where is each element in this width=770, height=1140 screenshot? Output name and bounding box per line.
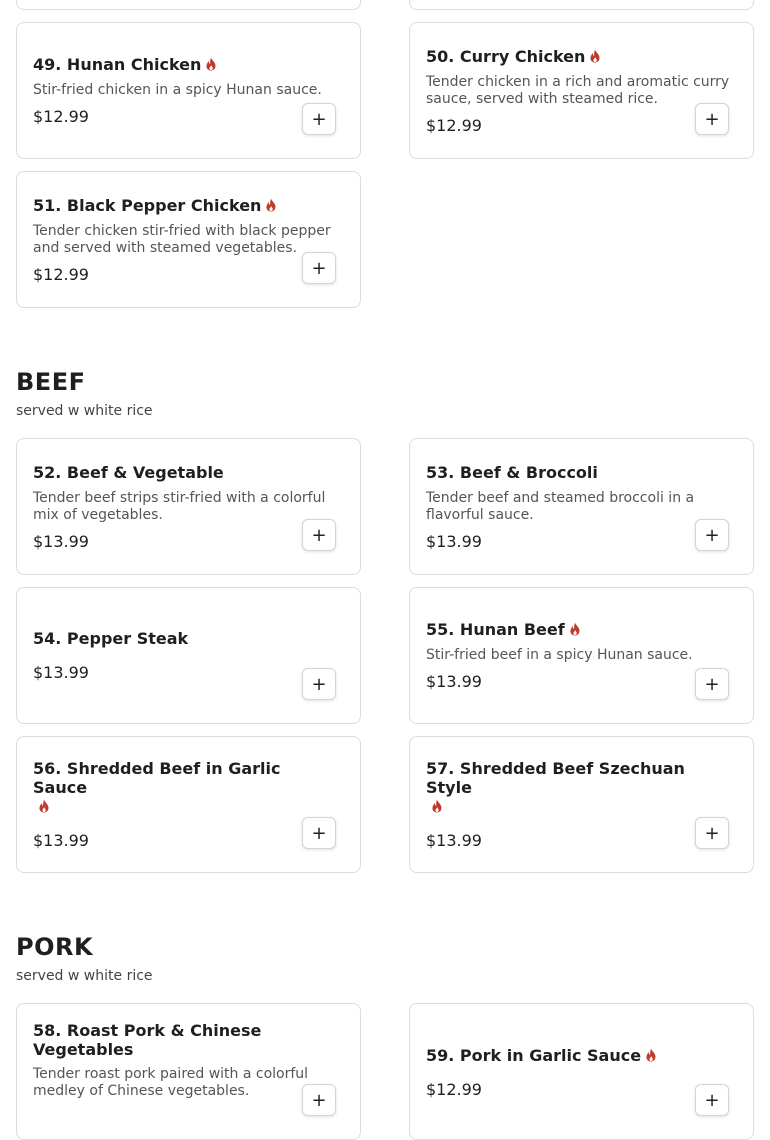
flame-icon (589, 49, 601, 63)
item-number: 49. (33, 55, 62, 74)
item-name: Pork in Garlic Sauce (459, 1046, 642, 1065)
item-price: $12.99 (426, 1080, 482, 1099)
item-number: 55. (426, 620, 455, 639)
plus-icon: + (704, 524, 720, 546)
item-name: Hunan Chicken (66, 55, 202, 74)
menu-item-card[interactable] (16, 736, 361, 873)
section-subtitle: served w white rice (16, 968, 153, 984)
menu-item-card[interactable] (16, 587, 361, 724)
menu-item-card[interactable] (16, 1003, 361, 1140)
add-to-cart-button[interactable] (695, 1084, 729, 1116)
item-name: Black Pepper Chicken (66, 195, 262, 215)
item-price: $13.99 (426, 831, 482, 850)
item-number: 52. (33, 462, 62, 482)
item-title (426, 1046, 737, 1065)
item-price: $12.99 (426, 115, 482, 135)
item-title (33, 629, 344, 648)
item-price: $13.99 (33, 831, 89, 850)
add-to-cart-button[interactable] (302, 817, 336, 849)
item-name: Beef & Broccoli (459, 462, 598, 482)
menu-item-card[interactable] (409, 1003, 754, 1140)
flame-icon (431, 799, 443, 813)
plus-icon: + (311, 673, 327, 695)
item-number: 57. (426, 759, 455, 778)
item-title (426, 759, 737, 816)
item-number: 59. (426, 1046, 455, 1065)
plus-icon: + (704, 108, 720, 130)
plus-icon: + (311, 257, 327, 279)
menu-item-card[interactable] (16, 22, 361, 159)
item-price: $13.99 (426, 672, 482, 691)
add-to-cart-button[interactable] (695, 817, 729, 849)
item-title (426, 47, 737, 66)
section-title-pork: PORK (16, 933, 94, 961)
item-description: Tender beef and steamed broccoli in a flavorful sauce. (426, 489, 695, 523)
item-number: 50. (426, 46, 455, 66)
menu-item-card[interactable] (16, 171, 361, 308)
item-description: Tender beef strips stir-fried with a colorful mix of vegetables. (33, 489, 326, 523)
add-to-cart-button[interactable] (302, 668, 336, 700)
add-to-cart-button[interactable] (302, 252, 336, 284)
add-to-cart-button[interactable] (302, 103, 336, 135)
item-title (426, 463, 737, 482)
item-description: Tender chicken stir-fried with black pepper and served with steamed vegetables. (33, 222, 331, 256)
menu-item-card[interactable] (409, 438, 754, 575)
plus-icon: + (311, 1089, 327, 1111)
plus-icon: + (311, 524, 327, 546)
item-number: 56. (33, 759, 62, 778)
item-description: Stir-fried chicken in a spicy Hunan sauce. (33, 82, 322, 98)
item-price: $12.99 (33, 264, 89, 284)
flame-icon (265, 198, 277, 212)
item-price: $13.99 (33, 531, 89, 551)
item-title (426, 620, 737, 639)
item-name: Hunan Beef (459, 620, 565, 639)
item-number: 54. (33, 629, 62, 648)
item-price: $13.99 (426, 531, 482, 551)
item-name: Roast Pork & Chinese Vegetables (33, 1021, 262, 1059)
menu-item-card[interactable] (16, 438, 361, 575)
flame-icon (38, 799, 50, 813)
item-name: Shredded Beef in Garlic Sauce (33, 759, 281, 797)
item-title (33, 55, 344, 74)
plus-icon: + (704, 1089, 720, 1111)
plus-icon: + (704, 673, 720, 695)
item-name: Shredded Beef Szechuan Style (426, 759, 685, 797)
add-to-cart-button[interactable] (302, 519, 336, 551)
flame-icon (205, 57, 217, 71)
plus-icon: + (311, 822, 327, 844)
menu-item-card-partial[interactable] (16, 0, 361, 10)
item-name: Pepper Steak (66, 629, 189, 648)
menu-item-card[interactable] (409, 587, 754, 724)
add-to-cart-button[interactable] (302, 1084, 336, 1116)
add-to-cart-button[interactable] (695, 519, 729, 551)
item-number: 53. (426, 462, 455, 482)
menu-item-card-partial[interactable] (409, 0, 754, 10)
plus-icon: + (311, 108, 327, 130)
flame-icon (569, 622, 581, 636)
item-description: Tender chicken in a rich and aromatic curry sauce, served with steamed rice. (426, 73, 730, 107)
item-name: Curry Chicken (459, 46, 586, 66)
item-description: Stir-fried beef in a spicy Hunan sauce. (426, 647, 693, 663)
item-title (33, 196, 344, 215)
item-number: 58. (33, 1021, 62, 1040)
item-name: Beef & Vegetable (66, 462, 224, 482)
menu-item-card[interactable] (409, 22, 754, 159)
menu-item-card[interactable] (409, 736, 754, 873)
item-number: 51. (33, 195, 62, 215)
plus-icon: + (704, 822, 720, 844)
add-to-cart-button[interactable] (695, 668, 729, 700)
section-subtitle: served w white rice (16, 403, 153, 419)
item-description: Tender roast pork paired with a colorful medley of Chinese vegetables. (33, 1066, 309, 1099)
item-title (33, 1021, 344, 1059)
item-title (33, 463, 344, 482)
item-price: $12.99 (33, 107, 89, 126)
item-price: $13.99 (33, 663, 89, 682)
section-title-beef: BEEF (16, 368, 86, 396)
add-to-cart-button[interactable] (695, 103, 729, 135)
item-title (33, 759, 344, 816)
flame-icon (645, 1048, 657, 1062)
